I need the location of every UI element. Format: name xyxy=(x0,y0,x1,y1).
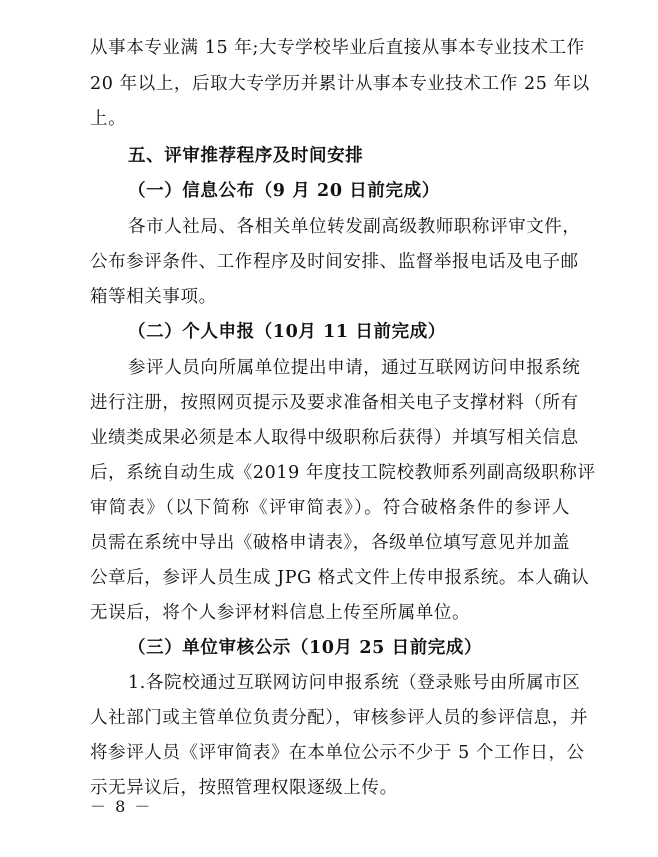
body-line: 上。 xyxy=(90,109,127,129)
subsection-heading: （二）个人申报（10月 11 日前完成） xyxy=(128,322,446,342)
body-line: 参评人员向所属单位提出申请，通过互联网访问申报系统 xyxy=(128,358,581,378)
body-line: 示无异议后，按照管理权限逐级上传。 xyxy=(90,778,398,798)
body-line: 各市人社局、各相关单位转发副高级教师职称评审文件， xyxy=(128,217,581,237)
subsection-heading: （三）单位审核公示（10月 25 日前完成） xyxy=(128,638,483,658)
body-line: 箱等相关事项。 xyxy=(90,287,217,307)
body-line: 将参评人员《评审简表》在本单位公示不少于 5 个工作日，公 xyxy=(90,743,585,763)
section-heading: 五、评审推荐程序及时间安排 xyxy=(128,146,364,166)
subsection-heading: （一）信息公布（9 月 20 日前完成） xyxy=(128,181,440,201)
body-line: 后，系统自动生成《2019 年度技工院校教师系列副高级职称评 xyxy=(90,463,596,483)
body-line: 进行注册，按照网页提示及要求准备相关电子支撑材料（所有 xyxy=(90,393,579,413)
body-line: 公布参评条件、工作程序及时间安排、监督举报电话及电子邮 xyxy=(90,252,579,272)
body-line: 业绩类成果必须是本人取得中级职称后获得）并填写相关信息 xyxy=(90,428,579,448)
body-line: 20 年以上，后取大专学历并累计从事本专业技术工作 25 年以 xyxy=(90,74,590,94)
body-line: 从事本专业满 15 年;大专学校毕业后直接从事本专业技术工作 xyxy=(90,38,585,58)
body-line: 员需在系统中导出《破格申请表》，各级单位填写意见并加盖 xyxy=(90,533,570,553)
page-number: － 8 － xyxy=(90,797,153,816)
body-line: 无误后，将个人参评材料信息上传至所属单位。 xyxy=(90,603,471,623)
body-line: 1.各院校通过互联网访问申报系统（登录账号由所属市区 xyxy=(128,673,581,693)
body-line: 审简表》（以下简称《评审简表》）。符合破格条件的参评人 xyxy=(90,498,570,518)
body-line: 公章后，参评人员生成 JPG 格式文件上传申报系统。本人确认 xyxy=(90,568,590,588)
body-line: 人社部门或主管单位负责分配），审核参评人员的参评信息，并 xyxy=(90,708,589,728)
